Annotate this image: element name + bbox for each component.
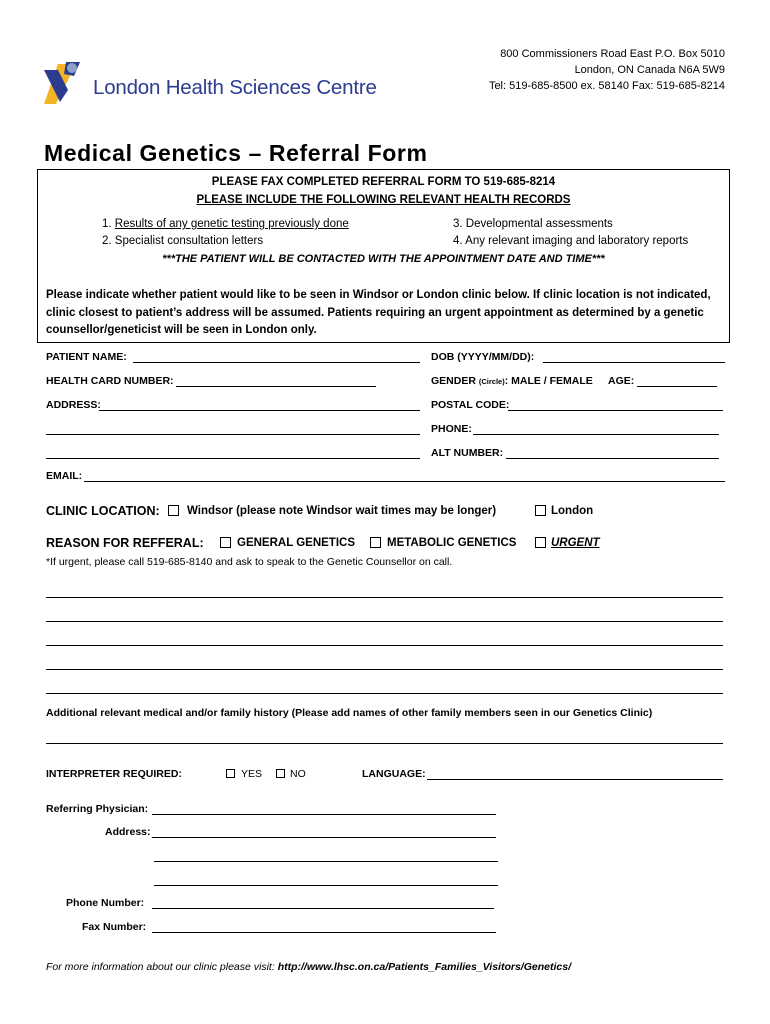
logo-text: London Health Sciences Centre [93, 76, 377, 99]
gender-label: GENDER (Circle): MALE / FEMALE [431, 375, 593, 387]
interpreter-label: INTERPRETER REQUIRED: [46, 768, 182, 780]
alt-number-field[interactable] [506, 458, 719, 459]
urgent-checkbox[interactable] [535, 537, 546, 548]
record-item-3: 3. Developmental assessments [453, 218, 613, 230]
postal-code-field[interactable] [508, 410, 723, 411]
age-field[interactable] [637, 386, 717, 387]
urgent-note: *If urgent, please call 519-685-8140 and ask to speak to the Genetic Counsellor on call. [46, 556, 453, 568]
phone-number-field[interactable] [152, 908, 494, 909]
referring-physician-field[interactable] [152, 814, 496, 815]
phone-label: PHONE: [431, 423, 472, 435]
health-card-field[interactable] [176, 386, 376, 387]
email-label: EMAIL: [46, 470, 83, 482]
address-label: ADDRESS: [46, 399, 101, 411]
referral-reason-line[interactable] [46, 597, 723, 598]
yes-label: YES [241, 768, 263, 780]
clinic-location-label: CLINIC LOCATION: [46, 504, 160, 518]
age-label: AGE: [608, 375, 635, 387]
address-line-3: Tel: 519-685-8500 ex. 58140 Fax: 519-685-8214 [488, 80, 725, 92]
fax-number-label: Fax Number: [82, 921, 147, 933]
physician-address-line-3[interactable] [154, 885, 498, 886]
email-field[interactable] [84, 481, 725, 482]
record-item-2: 2. Specialist consultation letters [102, 235, 264, 247]
general-genetics-label: GENERAL GENETICS [237, 537, 355, 549]
no-label: NO [290, 768, 306, 780]
metabolic-genetics-checkbox[interactable] [370, 537, 381, 548]
physician-address-field[interactable] [152, 837, 496, 838]
no-checkbox[interactable] [276, 769, 285, 778]
referring-physician-label: Referring Physician: [46, 803, 149, 815]
address-line-2-field[interactable] [46, 434, 420, 435]
language-field[interactable] [427, 779, 723, 780]
yes-checkbox[interactable] [226, 769, 235, 778]
physician-address-label: Address: [105, 826, 151, 838]
referral-reason-line[interactable] [46, 645, 723, 646]
general-genetics-checkbox[interactable] [220, 537, 231, 548]
clinic-address [489, 46, 725, 94]
lhsc-logo-icon [44, 62, 86, 111]
referral-reason-line[interactable] [46, 693, 723, 694]
genetics-clinic-link[interactable]: http://www.lhsc.on.ca/Patients_Families_Visitors/Genetics/ [277, 961, 571, 973]
alt-number-label: ALT NUMBER: [431, 447, 504, 459]
record-item-1: 1. Results of any genetic testing previously done [102, 218, 349, 230]
address-line-3-field[interactable] [46, 458, 420, 459]
referral-reason-line[interactable] [46, 669, 723, 670]
include-instruction: PLEASE INCLUDE THE FOLLOWING RELEVANT HEALTH RECORDS [196, 194, 571, 206]
windsor-option-label: Windsor (please note Windsor wait times may be longer) [187, 505, 497, 517]
patient-name-label: PATIENT NAME: [46, 351, 127, 363]
fax-number-field[interactable] [152, 932, 496, 933]
referral-reason-line[interactable] [46, 621, 723, 622]
fax-instruction: PLEASE FAX COMPLETED REFERRAL FORM TO 519-685-8214 [211, 176, 556, 188]
metabolic-genetics-label: METABOLIC GENETICS [387, 537, 517, 549]
postal-code-label: POSTAL CODE: [431, 399, 510, 411]
clinic-instructions: Please indicate whether patient would like to be seen in Windsor or London clinic below. If clinic location is not indicated, clinic closest to patient’s address will be assumed. Patients requiring an urgent appointment as determined by a genetic counsellor/geneticist will be seen in London only. [46, 289, 711, 336]
appointment-notice: ***THE PATIENT WILL BE CONTACTED WITH THE APPOINTMENT DATE AND TIME*** [162, 253, 605, 265]
patient-name-field[interactable] [133, 362, 420, 363]
footer-prefix: For more information about our clinic please visit: [46, 961, 278, 973]
health-card-label: HEALTH CARD NUMBER: [46, 375, 174, 387]
record-item-4: 4. Any relevant imaging and laboratory reports [453, 235, 689, 247]
windsor-checkbox[interactable] [168, 505, 179, 516]
dob-label: DOB (YYYY/MM/DD): [431, 351, 535, 363]
history-field[interactable] [46, 743, 723, 744]
address-line-2: London, ON Canada N6A 5W9 [574, 64, 725, 76]
address-field[interactable] [99, 410, 420, 411]
phone-field[interactable] [473, 434, 719, 435]
urgent-label: URGENT [551, 537, 600, 549]
dob-field[interactable] [543, 362, 725, 363]
phone-number-label: Phone Number: [66, 897, 145, 909]
footer-info [46, 961, 571, 973]
london-option-label: London [551, 505, 594, 517]
language-label: LANGUAGE: [362, 768, 426, 780]
physician-address-line-2[interactable] [154, 861, 498, 862]
london-checkbox[interactable] [535, 505, 546, 516]
address-line-1: 800 Commissioners Road East P.O. Box 5010 [500, 48, 725, 60]
history-label: Additional relevant medical and/or family history (Please add names of other family members seen in our Genetics Clinic) [46, 707, 653, 719]
reason-for-referral-label: REASON FOR REFFERAL: [46, 536, 204, 550]
page-title: Medical Genetics – Referral Form [44, 140, 428, 166]
